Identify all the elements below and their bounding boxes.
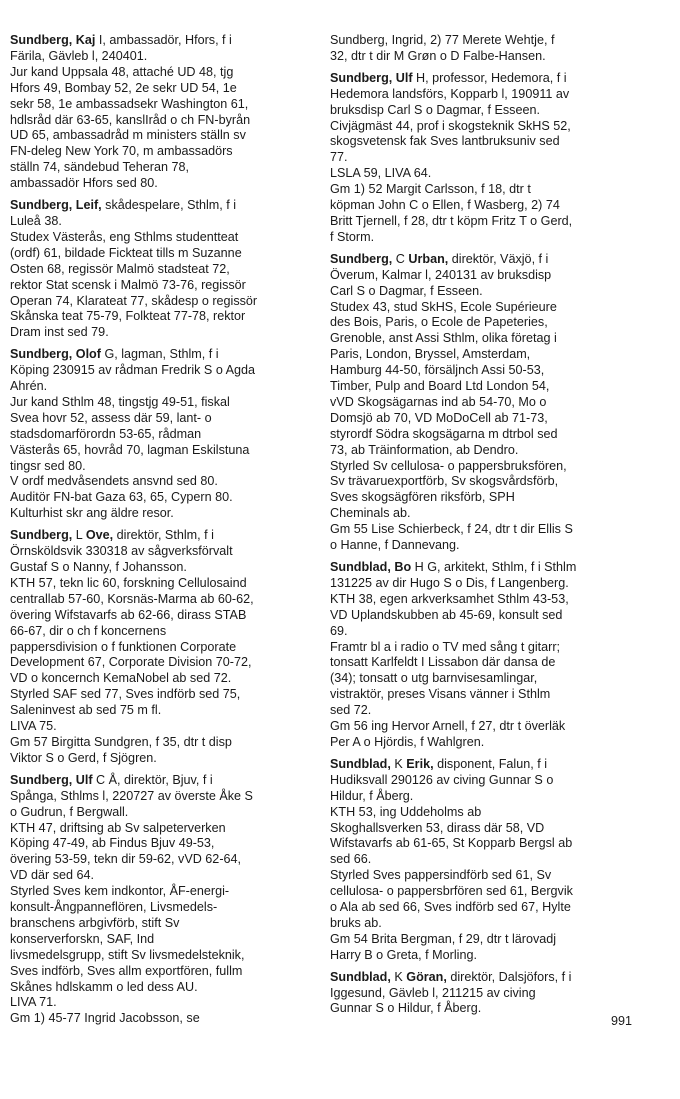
entry-heading-text: I, ambassadör, Hfors, f i [95,33,232,47]
entry-text-line: Örnsköldsvik 330318 av sågverksförvalt [10,544,233,559]
name-initial: K [390,969,407,984]
entry-text-line: Gustaf S o Nanny, f Johansson. [10,560,187,574]
entry-heading-line [330,560,630,576]
entry-text-line: livsmedelsgrupp, stift Sv livsmedelsteknik, [10,947,245,962]
entry-text-line: Styrled Sves kem indkontor, ÅF-energi- [10,884,230,899]
entry-heading-line [10,33,310,49]
entry-text-line: o Gudrun, f Bergwall. [10,804,129,819]
entry-heading-text: H, professor, Hedemora, f i [412,70,567,85]
entry-text-line: 131225 av dir Hugo S o Dis, f Langenberg. [330,575,569,590]
entry-text-line: Harry B o Greta, f Morling. [330,947,477,962]
entry-text-line: Framtr bl a i radio o TV med sång t gitarr; [330,639,561,654]
entry-heading-line [330,970,630,986]
biography-entry [10,33,310,192]
entry-text-line: vistraktör, preses Visans vänner i Sthlm [330,687,551,702]
entry-text-line: Hedemora landsförs, Kopparb l, 190911 av [330,86,570,101]
entry-heading-text: direktör, Dalsjöfors, f i [446,969,572,984]
entry-text-line: konsult-Ångpanneflören, Livsmedels- [10,900,218,915]
entry-heading-text: disponent, Falun, f i [433,756,548,771]
entry-text-line: ställn 74, sändebud Teheran 78, [10,160,190,175]
entry-text-line: Dram inst sed 79. [10,325,109,340]
entry-text-line: Viktor S o Gerd, f Sjögren. [10,750,157,765]
entry-text-line: LIVA 75. [10,719,57,734]
entry-text-line: KTH 47, driftsing ab Sv salpeterverken [10,820,226,835]
entry-text-line: Överum, Kalmar l, 240131 av bruksdisp [330,267,552,282]
entry-text-line: sekr 58, 1e ambassadsekr Washington 61, [10,96,249,111]
entry-text-line: Carl S o Dagmar, f Esseen. [330,283,483,298]
entry-text-line: Britt Tjernell, f 28, dtr t köpm Fritz T o Gerd, [330,213,573,228]
entry-text-line: Development 67, Corporate Division 70-72, [10,655,252,670]
entry-text-line: o Hanne, f Dannevang. [330,538,460,553]
biography-entry [10,347,310,522]
entry-text-line: Sves indförb, Sves allm exportfören, fullm [10,963,243,978]
entry-text-line: Luleå 38. [10,213,62,228]
entry-text-line: 66-67, dir o ch f koncernens [10,623,167,638]
entry-text-line: Cheminals ab. [330,506,411,521]
entry-text-line: Gunnar S o Hildur, f Åberg. [330,1001,482,1016]
entry-heading-line [10,773,310,789]
person-given-name: Göran, [406,969,447,984]
person-given-name: Ove, [85,528,114,543]
entry-text-line: V ordf medvåsendets ansvnd sed 80. [10,474,218,489]
entry-text-line: KTH 57, tekn lic 60, forskning Cellulosaind [10,575,247,590]
biography-entry [10,773,310,1028]
person-given-name: Urban, [408,251,449,266]
biography-entry [10,198,310,341]
entry-text-line: Hudiksvall 290126 av civing Gunnar S o [330,772,554,787]
person-name: Sundberg, Ulf [330,70,413,85]
entry-text-line: Västerås 65, hovråd 70, lagman Eskilstuna [10,442,250,457]
entry-text-line: pappersdivision o f funktionen Corporate [10,639,237,654]
entry-text-line: Sv trävaruexportförb, Sv skogsvårdsförb, [330,474,559,489]
entry-text-line: KTH 53, ing Uddeholms ab [330,804,482,819]
entry-text-line: sed 66. [330,852,372,867]
entry-text-line: Sves skogsägfören riksförb, SPH [330,490,515,505]
person-name: Sundblad, [330,756,391,771]
entry-text-line: Timber, Pulp and Board Ltd London 54, [330,379,550,394]
entry-text-line: Hfors 49, Bombay 52, 2e sekr UD 54, 1e [10,80,237,95]
entry-text-line: vVD Skogsägarnas ind ab 54-70, Mo o [330,394,547,409]
entry-text-line: Gm 1) 45-77 Ingrid Jacobsson, se [10,1011,200,1026]
biography-entry [330,970,630,1018]
entry-text-line: Per A o Hjördis, f Wahlgren. [330,734,485,749]
entry-text-line: Hildur, f Åberg. [330,788,414,803]
entry-text-line: bruksdisp Carl S o Dagmar, f Esseen. [330,102,540,117]
person-given-name: Erik, [406,756,434,771]
entry-text-line: Osten 68, regissör Malmö stadsteat 72, [10,261,230,276]
entry-text-line: styrordf Södra skogsägarna m dtrbol sed [330,426,558,441]
biography-entry [330,33,630,65]
entry-text-line: tonsatt Karlfeldt I Lissabon där dansa de [330,655,556,670]
entry-text-line: Skånska teat 75-79, Folkteat 77-78, rektor [10,309,246,324]
entry-text-line: rektor Stat scensk i Malmö 73-76, regissör [10,277,246,292]
entry-text-line: Köping 230915 av rådman Fredrik S o Agda [10,363,256,378]
entry-text-line: (ordf) 61, bildade Fickteat tills m Suzanne [10,245,242,260]
entry-text-line: Studex 43, stud SkHS, Ecole Supérieure [330,299,557,314]
entry-text-line: bruks ab. [330,915,382,930]
entry-text-line: Gm 55 Lise Schierbeck, f 24, dtr t dir Ellis S [330,522,573,537]
entry-text-line: Styrled SAF sed 77, Sves indförb sed 75, [10,687,241,702]
right-column [330,33,630,1023]
entry-text-line: skogsvetensk fak Sves lantbruksuniv sed [330,134,560,149]
entry-heading-text: skådespelare, Sthlm, f i [101,198,237,213]
entry-heading-line [330,757,630,773]
page-number: 991 [611,1014,633,1028]
person-name: Sundblad, Bo [330,560,412,574]
entry-heading-line [10,198,310,214]
entry-text-line: KTH 38, egen arkverksamhet Sthlm 43-53, [330,591,569,606]
person-name: Sundberg, Olof [10,347,101,362]
entry-text-line: Gm 56 ing Hervor Arnell, f 27, dtr t överläk [330,719,566,734]
entry-text-line: Styrled Sves pappersindförb sed 61, Sv [330,868,552,883]
entry-text-line: 77. [330,150,348,165]
biography-entry [330,560,630,751]
left-column [10,33,310,1033]
name-initial: L [72,528,86,543]
entry-text-line: Wifstavarfs ab 61-65, St Kopparb Bergsl ab [330,836,573,851]
entry-text-line: VD o koncernch KemaNobel ab sed 72. [10,671,232,686]
entry-text-line: Civjägmäst 44, prof i skogsteknik SkHS 52, [330,118,571,133]
entry-text-line: o Ala ab sed 66, Sves indförb sed 67, Hylte [330,900,571,915]
entry-text-line: Grenoble, anst Assi Sthlm, olika företag i [330,331,557,346]
entry-text-line: övering Wifstavarfs ab 62-66, dirass STAB [10,607,247,622]
entry-text-line: stadsdomarförordn 53-65, rådman [10,426,202,441]
entry-text-line: Domsjö ab 70, VD MoDoCell ab 71-73, [330,410,548,425]
entry-text-line: Gm 57 Birgitta Sundgren, f 35, dtr t disp [10,734,232,749]
entry-text-line: (34); tonsatt o utg barnvisesamlingar, [330,671,538,686]
entry-heading-line [10,347,310,363]
name-initial: C [392,251,409,266]
entry-text-line: konserverforskn, SAF, Ind [10,931,155,946]
entry-text-line: 32, dtr t dir M Grøn o D Falbe-Hansen. [330,48,546,63]
entry-text-line: övering 53-59, tekn dir 59-62, vVD 62-64, [10,852,242,867]
entry-text-line: Svea hovr 52, assess där 59, lant- o [10,410,212,425]
person-name: Sundberg, [10,528,73,543]
entry-text-line: Jur kand Sthlm 48, tingstjg 49-51, fiskal [10,394,230,409]
entry-text-line: Studex Västerås, eng Sthlms studentteat [10,229,239,244]
entry-text-line: LSLA 59, LIVA 64. [330,166,432,181]
person-name: Sundberg, Kaj [10,33,96,47]
entry-text-line: ambassadör Hfors sed 80. [10,176,158,191]
entry-text-line: LIVA 71. [10,995,57,1010]
entry-text-line: VD där sed 64. [10,868,95,883]
entry-text-line: Iggesund, Gävleb l, 211215 av civing [330,985,536,1000]
name-initial: K [390,756,407,771]
entry-text-line: tingsr sed 80. [10,458,86,473]
entry-text-line: Paris, London, Bryssel, Amsterdam, [330,347,531,362]
entry-text-line: branschens arbgivförb, stift Sv [10,915,180,930]
biography-entry [330,757,630,964]
entry-text-line: Skånes hdlskamm o led dess AU. [10,979,198,994]
biography-entry [330,252,630,554]
entry-heading-text: C Å, direktör, Bjuv, f i [92,772,213,787]
entry-text-line: Gm 54 Brita Bergman, f 29, dtr t lärovadj [330,931,557,946]
entry-text-line: Ahrén. [10,379,48,394]
entry-heading-text: G, lagman, Sthlm, f i [100,347,219,362]
entry-text-line: Jur kand Uppsala 48, attaché UD 48, tjg [10,64,234,79]
biography-entry [10,528,310,767]
entry-text-line: des Bois, Paris, o Ecole de Papeteries, [330,315,548,330]
person-name: Sundberg, Leif, [10,198,102,213]
entry-text-line: köpman John C o Ellen, f Wasberg, 2) 74 [330,198,560,213]
entry-heading-text: H G, arkitekt, Sthlm, f i Sthlm [411,560,577,574]
entry-text-line: centrallab 57-60, Korsnäs-Marma ab 60-62, [10,591,254,606]
entry-text-line: sed 72. [330,703,372,718]
entry-text-line: FN-deleg New York 70, m ambassadörs [10,144,233,159]
entry-text-line: 69. [330,623,348,638]
entry-text-line: f Storm. [330,229,375,244]
entry-text-line: Färila, Gävleb l, 240401. [10,48,148,63]
entry-text-line: Kulturhist skr ang äldre resor. [10,506,174,521]
entry-heading-text: direktör, Sthlm, f i [113,528,214,543]
biography-entry [330,71,630,246]
entry-text-line: Operan 74, Klarateat 77, skådesp o regissör [10,293,258,308]
entry-text-line: Skoghallsverken 53, dirass där 58, VD [330,820,545,835]
person-name: Sundberg, Ulf [10,772,93,787]
person-name: Sundblad, [330,969,391,984]
entry-text-line: Köping 47-49, ab Findus Bjuv 49-53, [10,836,215,851]
entry-text-line: Styrled Sv cellulosa- o pappersbruksfören, [330,458,567,473]
entry-heading-line [330,71,630,87]
entry-text-line: hdlsråd där 63-65, kanslIråd o ch FN-byrån [10,112,251,127]
entry-text-line: VD Uplandskubben ab 45-69, konsult sed [330,607,563,622]
entry-text-line: Sundberg, Ingrid, 2) 77 Merete Wehtje, f [330,33,555,47]
entry-text-line: Spånga, Sthlms l, 220727 av överste Åke S [10,788,253,803]
entry-text-line: Auditör FN-bat Gaza 63, 65, Cypern 80. [10,490,233,505]
entry-text-line: cellulosa- o pappersbrfören sed 61, Bergvik [330,884,573,899]
entry-text-line: Saleninvest ab sed 75 m fl. [10,703,162,718]
entry-heading-text: direktör, Växjö, f i [448,251,549,266]
entry-text-line: Gm 1) 52 Margit Carlsson, f 18, dtr t [330,182,531,197]
entry-text-line: 73, ab Träinformation, ab Dendro. [330,442,519,457]
entry-text-line: Hamburg 44-50, försäljnch Assi 50-53, [330,363,545,378]
person-name: Sundberg, [330,251,393,266]
entry-heading-line [10,528,310,544]
entry-text-line: UD 65, ambassadråd m ministers ställn sv [10,128,246,143]
entry-heading-line [330,252,630,268]
